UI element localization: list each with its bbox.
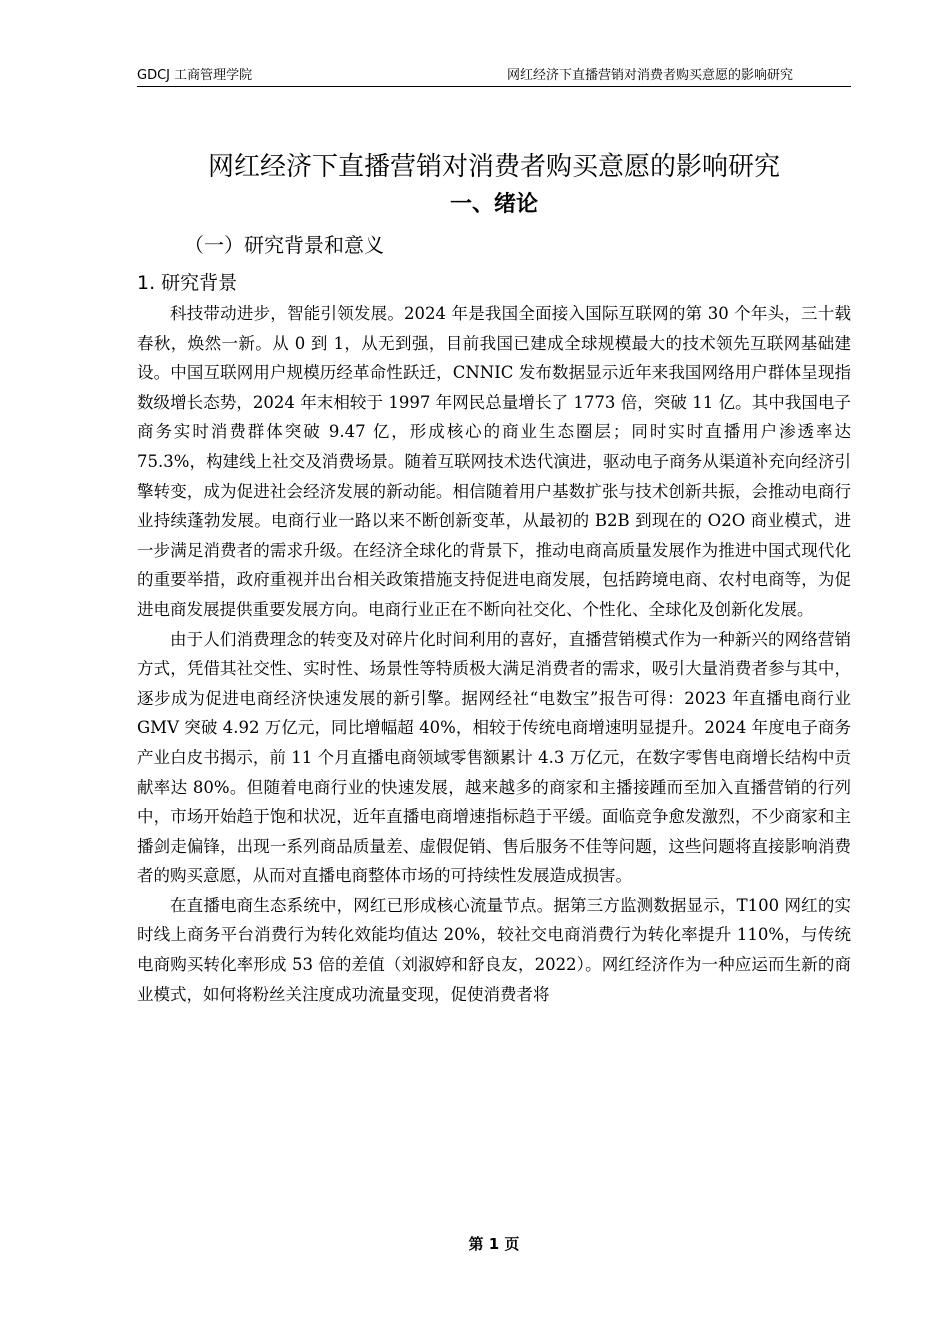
- header-running-title: 网红经济下直播营销对消费者购买意愿的影响研究: [506, 68, 793, 83]
- page-number: 第 1 页: [468, 1235, 520, 1253]
- paragraph: 在直播电商生态系统中，网红已形成核心流量节点。据第三方监测数据显示，T100 网红的实时线上商务平台消费行为转化效能均值达 20%，较社交电商消费行为转化率提升 110%，与传统电商购买转化率形成 53 倍的差值（刘淑婷和舒良友，2022）。网红经济作为一种应运而生新的商业模式，如何将粉丝关注度成功流量变现，促使消费者将: [137, 895, 851, 1004]
- page-header: [137, 68, 851, 87]
- section-heading: （一）研究背景和意义: [184, 233, 384, 257]
- header-institution: GDCJ 工商管理学院: [137, 68, 253, 83]
- body-text: [137, 299, 851, 1009]
- subsection-heading: 1. 研究背景: [137, 272, 238, 294]
- paragraph: 科技带动进步，智能引领发展。2024 年是我国全面接入国际互联网的第 30 个年头，三十载春秋，焕然一新。从 0 到 1，从无到强，目前我国已建成全球规模最大的技术领先互联网基础建设。中国互联网用户规模历经革命性跃迁，CNNIC 发布数据显示近年来我国网络用户群体呈现指数级增长态势，2024 年末相较于 1997 年网民总量增长了 1773 倍，突破 11 亿。其中我国电子商务实时消费群体突破 9.47 亿，形成核心的商业生态圈层；同时实时直播用户渗透率达 75.3%，构建线上社交及消费场景。随着互联网技术迭代演进，驱动电子商务从渠道补充向经济引擎转变，成为促进社会经济发展的新动能。相信随着用户基数扩张与技术创新共振，会推动电商行业持续蓬勃发展。电商行业一路以来不断创新变革，从最初的 B2B 到现在的 O2O 商业模式，进一步满足消费者的需求升级。在经济全球化的背景下，推动电商高质量发展作为推进中国式现代化的重要举措，政府重视并出台相关政策措施支持促进电商发展，包括跨境电商、农村电商等，为促进电商发展提供重要发展方向。电商行业正在不断向社交化、个性化、全球化及创新化发展。: [137, 304, 851, 619]
- document-title: 网红经济下直播营销对消费者购买意愿的影响研究: [207, 152, 780, 182]
- paragraph: 由于人们消费理念的转变及对碎片化时间利用的喜好，直播营销模式作为一种新兴的网络营销方式，凭借其社交性、实时性、场景性等特质极大满足消费者的需求，吸引大量消费者参与其中，逐步成为促进电商经济快速发展的新引擎。据网经社“电数宝”报告可得：2023 年直播电商行业 GMV 突破 4.92 万亿元，同比增幅超 40%，相较于传统电商增速明显提升。2024 年度电子商务产业白皮书揭示，前 11 个月直播电商领域零售额累计 4.3 万亿元，在数字零售电商增长结构中贡献率达 80%。但随着电商行业的快速发展，越来越多的商家和主播接踵而至加入直播营销的行列中，市场开始趋于饱和状况，近年直播电商增速指标趋于平缓。面临竞争愈发激烈，不少商家和主播剑走偏锋，出现一系列商品质量差、虚假促销、售后服务不佳等问题，这些问题将直接影响消费者的购买意愿，从而对直播电商整体市场的可持续性发展造成损害。: [137, 629, 851, 886]
- chapter-heading: 一、绪论: [449, 192, 538, 217]
